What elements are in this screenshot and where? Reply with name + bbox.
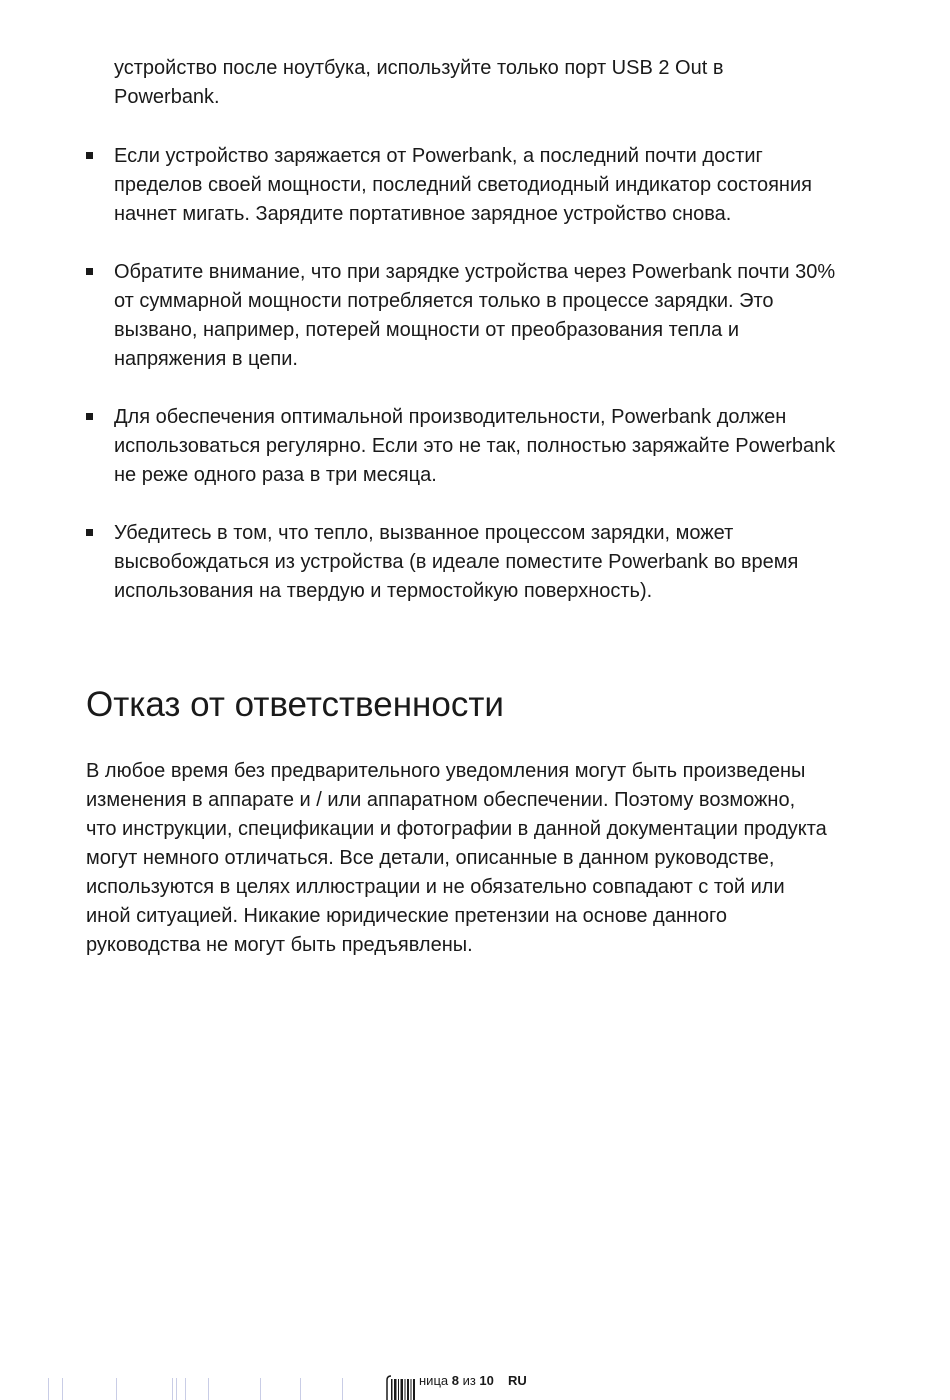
scan-mark [185,1378,186,1400]
page-number-label [419,1373,494,1389]
square-bullet-icon [86,152,93,159]
page-total: 10 [479,1373,494,1388]
scan-mark [48,1378,49,1400]
bullet-text: Для обеспечения оптимальной производительности, Powerbank должен использоваться регулярно. Если это не так, полностью заряжайте Powerbank не реже одного раза в три месяца. [114,406,836,486]
bullet-text: Обратите внимание, что при зарядке устройства через Powerbank почти 30% от суммарной мощности потребляется только в процессе зарядки. Это вызвано, например, потерей мощности от преобразования тепла и напряжения в цепи. [114,261,836,370]
page-current: 8 [451,1373,459,1388]
page-prefix: ница [419,1373,452,1388]
bullet-text: Если устройство заряжается от Powerbank, а последний почти достиг пределов своей мощности, последний светодиодный индикатор состояния начнет мигать. Зарядите портативное зарядное устройство снова. [114,145,812,225]
barcode-icon [385,1374,417,1400]
continuation-paragraph: устройство после ноутбука, используйте только порт USB 2 Out в Powerbank. [114,57,724,108]
scan-mark [260,1378,261,1400]
page-footer [0,1370,950,1400]
bullet-text: Убедитесь в том, что тепло, вызванное процессом зарядки, может высвобождаться из устройства (в идеале поместите Powerbank во время использования на твердую и термостойкую поверхность). [114,522,799,602]
scan-mark [300,1378,301,1400]
scan-mark [62,1378,63,1400]
scan-mark [342,1378,343,1400]
bullet-item [86,258,846,374]
bullet-item [86,403,846,490]
language-label: RU [508,1373,527,1388]
scan-mark [116,1378,117,1400]
square-bullet-icon [86,413,93,420]
disclaimer-paragraph: В любое время без предварительного уведомления могут быть произведены изменения в аппарате и / или аппаратном обеспечении. Поэтому возможно, что инструкции, спецификации и фотографии в данной документации продукта могут немного отличаться. Все детали, описанные в данном руководстве, используются в целях иллюстрации и не обязательно совпадают с той или иной ситуацией. Никакие юридические претензии на основе данного руководства не могут быть предъявлены. [86,760,827,956]
section-heading: Отказ от ответственности [86,685,504,724]
scan-artifact-marks [40,1378,380,1400]
bullet-item [86,142,846,229]
bullet-item [86,519,846,606]
scan-mark [172,1378,173,1400]
scan-mark [208,1378,209,1400]
square-bullet-icon [86,529,93,536]
page-separator: из [458,1373,480,1388]
bullet-list [86,142,846,635]
square-bullet-icon [86,268,93,275]
scan-mark [176,1378,177,1400]
